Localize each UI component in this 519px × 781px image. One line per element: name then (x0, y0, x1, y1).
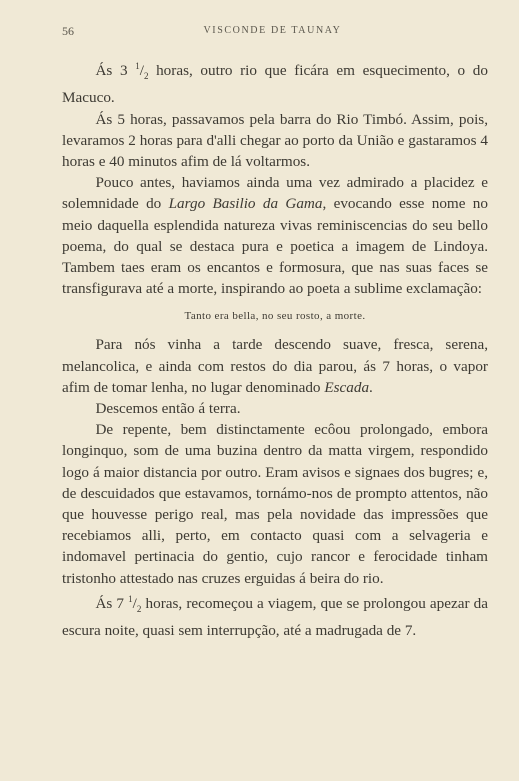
paragraph (62, 398, 488, 419)
paragraph (62, 109, 488, 173)
text-run: Descemos então á terra. (95, 399, 241, 417)
text-run: De repente, bem distinctamente ecôou prolongado, embora longinquo, som de uma buzina dentro da matta virgem, respondido logo á maior distancia por outro. Eram avisos e signaes dos bugres; e, de descuidados que estavamos, tornámo-nos de prompto attentos, não que houvesse perigo real, mas pela novidade das impressões que recebiamos alli, perto, em contacto quasi com a selvageria e indomavel pertinacia do gentio, cujo rancor e ferocidade tinham tristonho attestado nas cruzes erguidas á beira do rio. (62, 421, 488, 587)
fraction-denominator: 2 (143, 71, 149, 82)
text-run: , evocando esse nome no meio daquella esplendida natureza vivas reminiscencias do seu bello poema, do qual se destaca pura e poetica a imagem de Lindoya. Tambem taes eram os encantos e formosura, que nas suas faces se transfigurava até a morte, inspirando ao poeta a sublime exclamação: (62, 195, 488, 298)
text-run: / (139, 62, 144, 80)
paragraph (62, 419, 488, 589)
italic-text: Escada (324, 378, 370, 396)
page-number: 56 (62, 24, 74, 38)
paragraph (62, 334, 488, 398)
paragraph (62, 56, 488, 109)
paragraph (62, 589, 488, 642)
italic-text: Largo Basilio da Gama (168, 195, 323, 213)
text-run: / (132, 594, 137, 612)
verse-quotation (62, 309, 488, 323)
fraction-numerator: 1 (128, 593, 133, 604)
text-run: Para nós vinha a tarde descendo suave, fresca, serena, melancolica, e ainda com restos do dia parou, ás 7 horas, o vapor afim de tomar lenha, no lugar denominado (62, 336, 488, 396)
text-run: Ás 7 (95, 594, 129, 612)
text-run: Ás 5 horas, passavamos pela barra do Rio Timbó. Assim, pois, levaramos 2 horas para d'alli chegar ao porto da União e gastaramos 4 horas e 40 minutos afim de lá voltarmos. (62, 110, 488, 170)
text-run: Tanto era bella, no seu rosto, a morte. (184, 310, 366, 323)
text-run: Ás 3 (95, 62, 136, 80)
text-run: . (369, 378, 373, 396)
fraction-numerator: 1 (135, 61, 140, 71)
paragraph (62, 172, 488, 299)
text-run: horas, recomeçou a viagem, que se prolongou apezar da escura noite, quasi sem interrupção, até a madrugada de 7. (62, 594, 488, 640)
text-run: horas, outro rio que ficára em esquecimento, o do Macuco. (62, 62, 488, 107)
running-head (62, 24, 483, 40)
text-run: Pouco antes, haviamos ainda uma vez admirado a placidez e solemnidade do (62, 174, 488, 213)
fraction-denominator: 2 (136, 603, 142, 614)
body-text (62, 56, 488, 641)
running-title: VISCONDE DE TAUNAY (203, 25, 342, 36)
